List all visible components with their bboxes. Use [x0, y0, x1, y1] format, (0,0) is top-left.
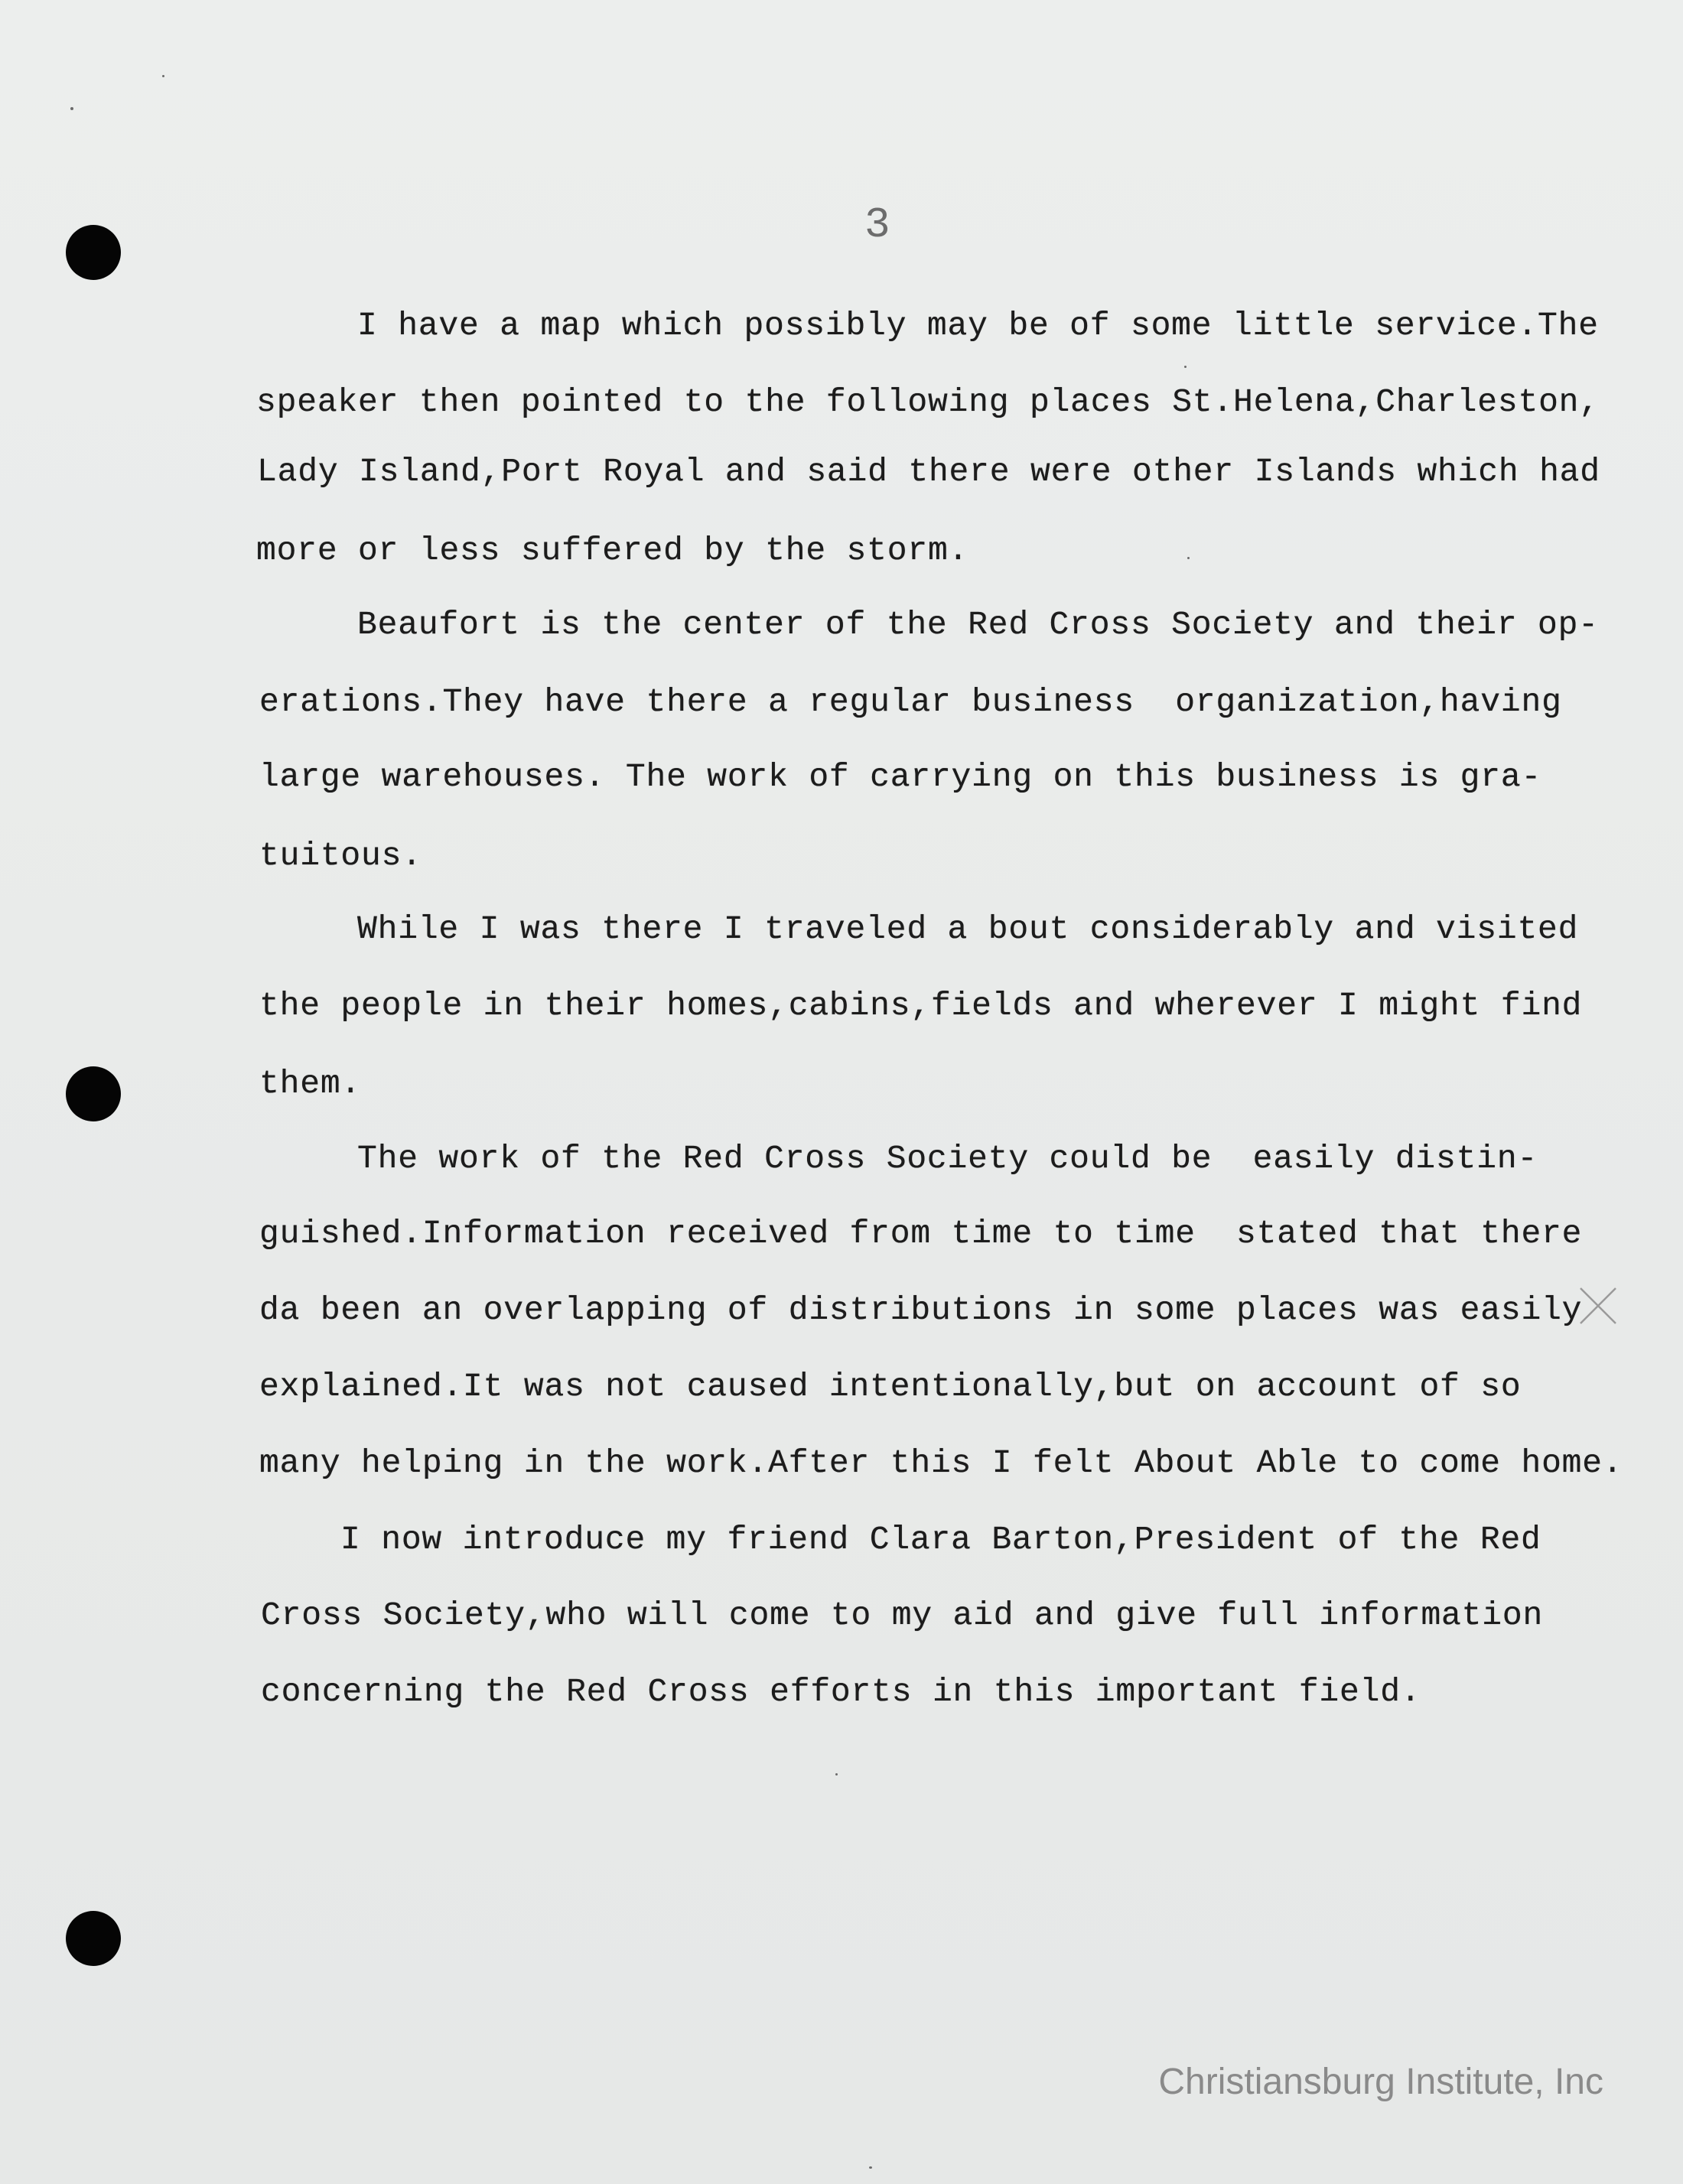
text-line: da been an overlapping of distributions in some places was easily — [259, 1291, 1583, 1329]
text-line: guished.Information received from time to time stated that there — [259, 1215, 1583, 1252]
text-line: I have a map which possibly may be of some little service.The — [357, 307, 1599, 344]
text-line: tuitous. — [259, 837, 422, 874]
paper-speck — [70, 107, 73, 110]
punch-hole-top — [66, 225, 121, 280]
paper-speck — [1184, 366, 1187, 368]
text-line: many helping in the work.After this I felt About Able to come home. — [259, 1444, 1623, 1482]
text-line: large warehouses. The work of carrying on this business is gra- — [259, 758, 1542, 796]
punch-hole-middle — [66, 1066, 121, 1121]
margin-x-mark — [1577, 1285, 1619, 1326]
paper-speck — [1187, 557, 1190, 559]
text-line: more or less suffered by the storm. — [256, 532, 969, 569]
text-line: explained.It was not caused intentionally,but on account of so — [259, 1368, 1522, 1405]
text-line: I now introduce my friend Clara Barton,President of the Red — [340, 1521, 1541, 1558]
text-line: them. — [259, 1065, 362, 1102]
text-line: speaker then pointed to the following places St.Helena,Charleston, — [256, 383, 1600, 421]
text-line: the people in their homes,cabins,fields and wherever I might find — [259, 987, 1583, 1024]
paper-speck — [869, 2166, 872, 2169]
paper-speck — [835, 1773, 838, 1776]
text-line: Lady Island,Port Royal and said there were other Islands which had — [257, 453, 1600, 490]
text-line: concerning the Red Cross efforts in this important field. — [261, 1673, 1421, 1710]
text-line: While I was there I traveled a bout considerably and visited — [357, 910, 1579, 948]
text-line: Beaufort is the center of the Red Cross Society and their op- — [357, 606, 1599, 643]
punch-hole-bottom — [66, 1911, 121, 1966]
paper-speck — [162, 75, 164, 77]
text-line: The work of the Red Cross Society could be easily distin- — [357, 1140, 1538, 1177]
text-line: erations.They have there a regular business organization,having — [259, 683, 1562, 721]
watermark-text: Christiansburg Institute, Inc — [1158, 2062, 1603, 2102]
page-number: 3 — [864, 200, 890, 249]
text-line: Cross Society,who will come to my aid and give full information — [261, 1597, 1544, 1634]
